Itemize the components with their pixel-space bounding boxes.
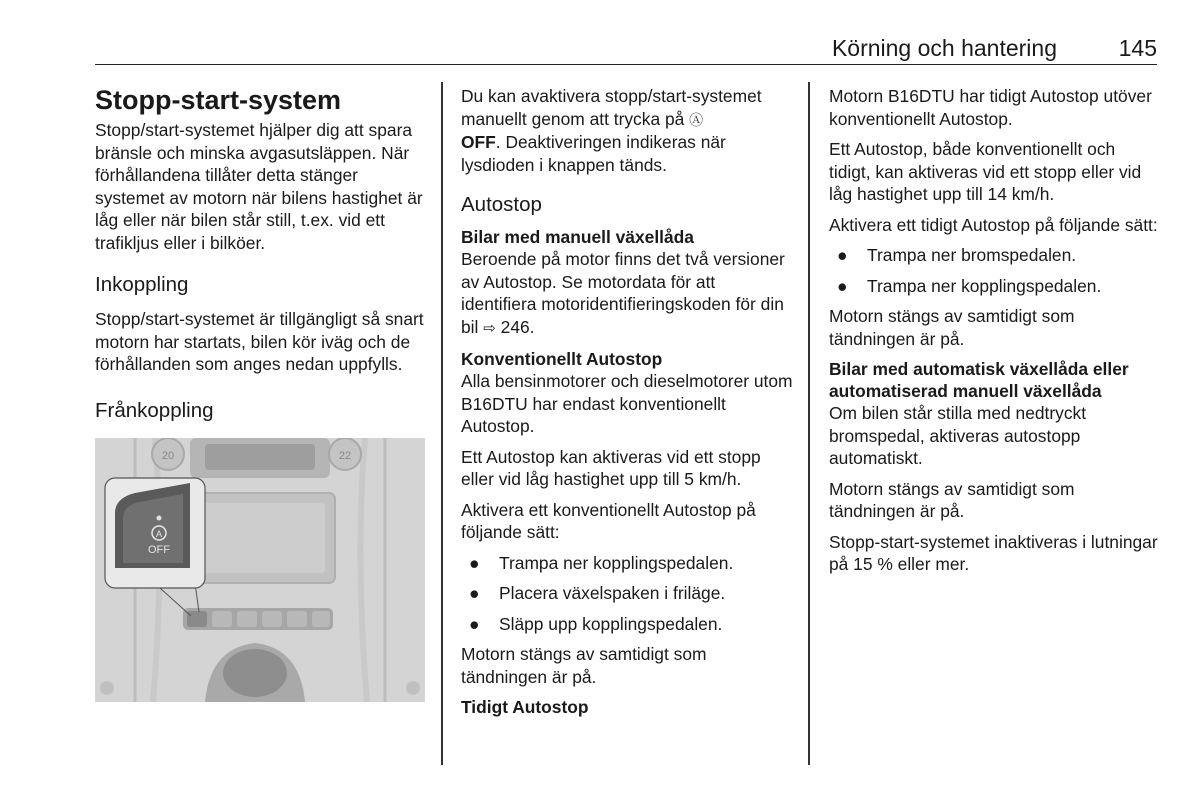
list-item	[829, 275, 1159, 298]
right-knob-label: 22	[338, 449, 352, 462]
column-1	[95, 80, 425, 702]
list-item	[461, 582, 793, 605]
heading-inkoppling: Inkoppling	[95, 273, 189, 296]
manuell-text-end: .	[529, 316, 535, 337]
heading-autostop: Autostop	[461, 193, 542, 216]
heading-automatisk: Bilar med automatisk växellåda eller automatiserad manuell växellåda	[829, 359, 1129, 401]
page-title: Stopp-start-system	[95, 85, 342, 115]
list-item-text: Trampa ner bromspedalen.	[867, 245, 1077, 265]
bullet-icon: ●	[837, 245, 848, 265]
list-item	[461, 552, 793, 575]
console-svg	[95, 438, 425, 702]
heading-manuell: Bilar med manuell växellåda	[461, 227, 694, 247]
manuell-paragraph	[461, 248, 793, 340]
column-divider-1	[441, 82, 443, 765]
deactivation-paragraph	[461, 85, 793, 176]
autostop-inline-icon: Ⓐ	[689, 111, 704, 128]
list-item-text: Trampa ner kopplingspedalen.	[867, 275, 1102, 296]
list-item-text: Trampa ner kopplingspedalen.	[499, 552, 734, 573]
konv-paragraph-1: Alla bensinmotorer och dieselmotorer utom B16DTU har endast konventionellt Autostop.	[461, 371, 793, 436]
manuell-text: Beroende på motor finns det två versioner av Autostop. Se motordata för att identifiera motoridentifieringskoden för din bil	[461, 249, 785, 337]
svg-text:A: A	[155, 528, 163, 539]
console-illustration	[95, 438, 425, 702]
konv-paragraph-2: Ett Autostop kan aktiveras vid ett stopp eller vid låg hastighet upp till 5 km/h.	[461, 446, 761, 489]
bullet-icon: ●	[469, 552, 480, 573]
deactivation-text-start: Du kan avaktivera stopp/start-systemet manuellt genom att trycka på	[461, 86, 762, 129]
konv-paragraph-3: Aktivera ett konventionellt Autostop på följande sätt:	[461, 499, 756, 542]
col3-paragraph-1: Motorn B16DTU har tidigt Autostop utöver konventionellt Autostop.	[829, 86, 1152, 129]
heading-tidigt: Tidigt Autostop	[461, 697, 589, 717]
col3-paragraph-3: Aktivera ett tidigt Autostop på följande sätt:	[829, 214, 1158, 235]
page-header	[95, 32, 1157, 65]
col3-paragraph-5: Om bilen står stilla med nedtryckt bromspedal, aktiveras autostopp automatiskt.	[829, 403, 1087, 468]
off-button-label: OFF	[148, 543, 170, 556]
column-divider-2	[808, 82, 810, 765]
column-3	[829, 80, 1159, 584]
left-knob-label: 20	[161, 449, 175, 462]
bullet-icon: ●	[469, 613, 480, 634]
column-2	[461, 80, 793, 718]
page-number: 145	[1118, 35, 1157, 61]
col3-paragraph-6: Motorn stängs av samtidigt som tändningen är på.	[829, 478, 1075, 521]
inkoppling-paragraph: Stopp/start-systemet är tillgängligt så snart motorn har startats, bilen kör iväg och de förhållanden som anges nedan uppfylls.	[95, 309, 424, 374]
col3-paragraph-7: Stopp-start-systemet inaktiveras i lutningar på 15 % eller mer.	[829, 531, 1158, 574]
konv-paragraph-4: Motorn stängs av samtidigt som tändningen är på.	[461, 644, 707, 687]
heading-konventionellt: Konventionellt Autostop	[461, 349, 663, 369]
page-reference-link[interactable]: 246	[500, 316, 530, 337]
col3-paragraph-4: Motorn stängs av samtidigt som tändningen är på.	[829, 306, 1075, 349]
page-reference-arrow-icon: ⇨	[483, 319, 496, 337]
bullet-icon: ●	[837, 275, 848, 296]
list-item-text: Släpp upp kopplingspedalen.	[499, 613, 723, 634]
col3-paragraph-2: Ett Autostop, både konventionellt och tidigt, kan aktiveras vid ett stopp eller vid låg hastighet upp till 14 km/h.	[829, 139, 1142, 204]
deactivation-text-end: . Deaktiveringen indikeras när lysdioden i knappen tänds.	[461, 132, 726, 175]
section-title: Körning och hantering	[831, 35, 1057, 61]
list-item	[829, 244, 1159, 267]
list-item	[461, 613, 793, 636]
off-label: OFF	[461, 132, 496, 152]
heading-frankoppling: Frånkoppling	[95, 398, 214, 422]
list-item-text: Placera växelspaken i friläge.	[499, 583, 726, 603]
intro-paragraph: Stopp/start-systemet hjälper dig att spara bränsle och minska avgasutsläppen. När förhållandena tillåter detta stänger systemet av motorn när bilens hastighet är låg eller när bilen står still, t.ex. vid ett trafikljus eller i bilköer.	[95, 120, 423, 253]
bullet-icon: ●	[469, 583, 480, 603]
